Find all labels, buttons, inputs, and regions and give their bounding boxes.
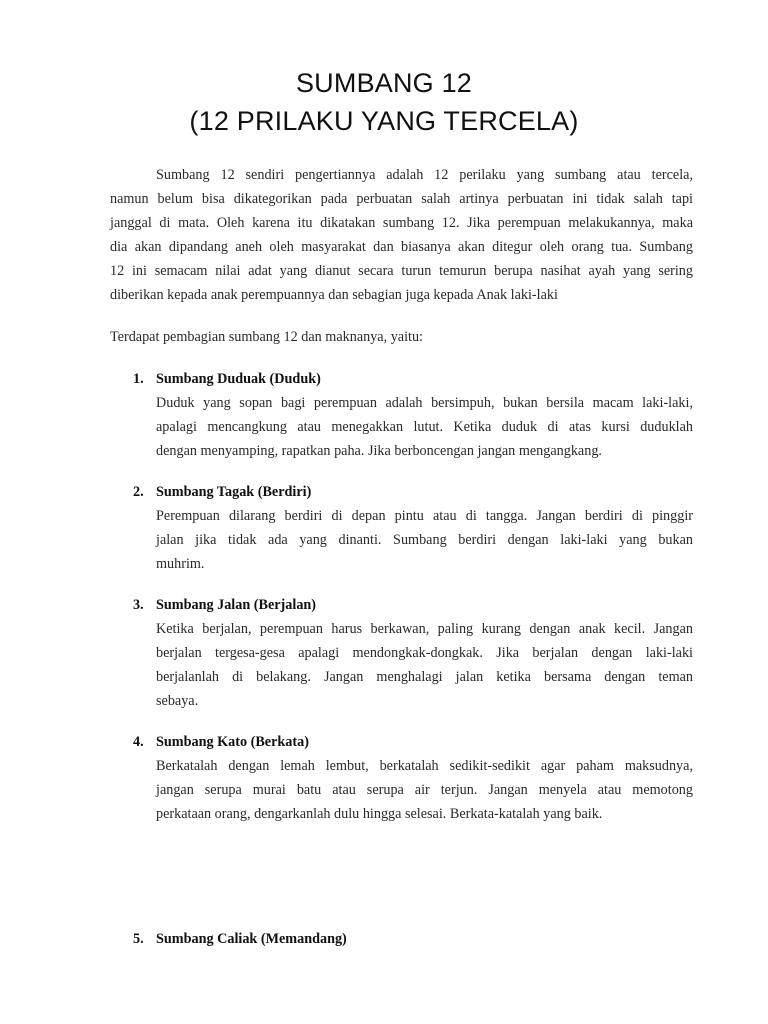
intro-line: diberikan kepada anak perempuannya dan sebagian juga kepada Anak laki-laki — [110, 287, 558, 303]
document-subtitle: (12 PRILAKU YANG TERCELA) — [189, 106, 579, 136]
list-item-line: dengan menyamping, rapatkan paha. Jika berboncengan jangan mengangkang. — [156, 443, 602, 459]
intro-line: dia akan dipandang aneh oleh masyarakat dan biasanya akan ditegur oleh orang tua. Sumbang — [110, 239, 693, 255]
list-item-heading: Sumbang Tagak (Berdiri) — [156, 484, 312, 500]
list-item-line: Ketika berjalan, perempuan harus berkawan, paling kurang dengan anak kecil. Jangan — [156, 621, 693, 637]
list-item-line: apalagi mencangkung atau menegakkan lutut. Ketika duduk di atas kursi duduklah — [156, 419, 693, 435]
list-item-line: muhrim. — [156, 556, 205, 572]
list-item-number: 5. — [133, 931, 144, 947]
intro-line: namun belum bisa dikategorikan pada perbuatan salah artinya perbuatan ini tidak salah tapi — [110, 191, 693, 207]
list-item-heading: Sumbang Caliak (Memandang) — [156, 931, 347, 947]
list-item-line: perkataan orang, dengarkanlah dulu hingga selesai. Berkata-katalah yang baik. — [156, 806, 603, 822]
list-lead-text: Terdapat pembagian sumbang 12 dan maknanya, yaitu: — [110, 329, 424, 345]
list-item-line: berjalanlah di belakang. Jangan menghalagi jalan ketika bersama dengan teman — [156, 669, 693, 685]
list-item-number: 1. — [133, 371, 144, 387]
list-item-heading: Sumbang Jalan (Berjalan) — [156, 597, 317, 613]
list-item-line: berjalan tergesa-gesa apalagi mendongkak-dongkak. Jika berjalan dengan laki-laki — [156, 645, 693, 661]
list-item-number: 3. — [133, 597, 144, 613]
intro-line: janggal di mata. Oleh karena itu dikatakan sumbang 12. Jika perempuan melakukannya, maka — [110, 215, 693, 231]
list-item-heading: Sumbang Duduak (Duduk) — [156, 371, 321, 387]
intro-line: 12 ini semacam nilai adat yang dianut secara turun temurun berupa nasihat ayah yang sering — [110, 263, 693, 279]
list-item-line: Duduk yang sopan bagi perempuan adalah bersimpuh, bukan bersila macam laki-laki, — [156, 395, 693, 411]
list-item-line: jangan serupa murai batu atau serupa air terjun. Jangan menyela atau memotong — [156, 782, 693, 798]
list-item-number: 2. — [133, 484, 144, 500]
list-item-line: Berkatalah dengan lemah lembut, berkatalah sedikit-sedikit agar paham maksudnya, — [156, 758, 693, 774]
list-item-line: sebaya. — [156, 693, 199, 709]
document-title: SUMBANG 12 — [295, 68, 473, 98]
list-item-number: 4. — [133, 734, 144, 750]
list-item-line: jalan jika tidak ada yang dinanti. Sumbang berdiri dengan laki-laki yang bukan — [156, 532, 693, 548]
list-item-heading: Sumbang Kato (Berkata) — [156, 734, 309, 750]
intro-line: Sumbang 12 sendiri pengertiannya adalah 12 perilaku yang sumbang atau tercela, — [156, 167, 693, 183]
list-item-line: Perempuan dilarang berdiri di depan pintu atau di tangga. Jangan berdiri di pinggir — [156, 508, 693, 524]
